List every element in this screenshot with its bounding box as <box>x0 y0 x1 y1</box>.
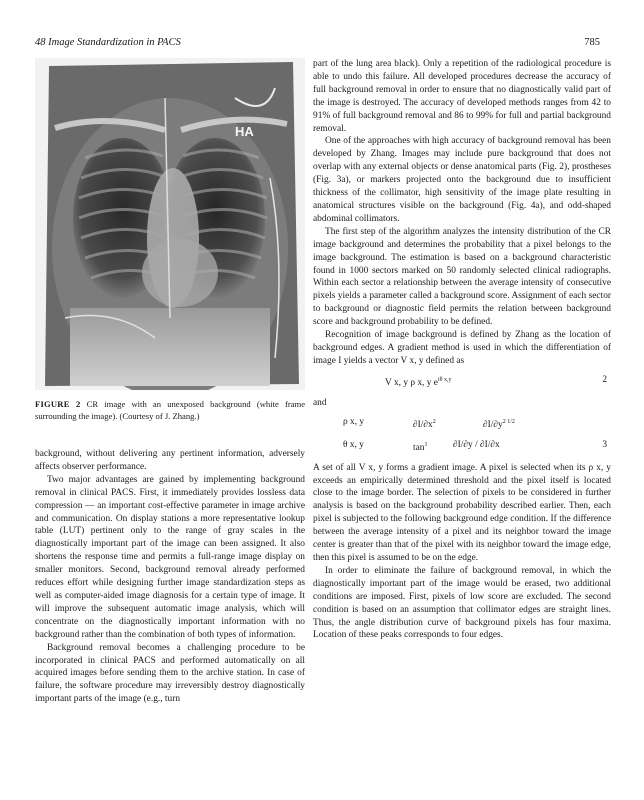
equation-2 <box>313 374 611 387</box>
equation-number: 3 <box>602 439 607 450</box>
running-header: 48 Image Standardization in PACS <box>35 37 181 48</box>
caption-label: FIGURE 2 <box>35 399 81 409</box>
caption-text: CR image with an unexposed background (white frame surrounding the image). (Courtesy of J. Zhang.) <box>35 399 306 421</box>
page-number: 785 <box>584 37 600 48</box>
chest-xray-image <box>35 58 305 390</box>
paragraph: Background removal becomes a challenging procedure to be incorporated in clinical PACS and performed automatically on all acquired images before sending them to the archive station. In case of failure, the software procedure may irreversibly destroy diagnostically important parts of the image (e.g., turn <box>35 642 305 705</box>
eq3a-term2: ∂I/∂y <box>483 419 503 430</box>
equation-number: 2 <box>602 374 607 385</box>
right-column-text <box>313 58 611 642</box>
paragraph: In order to eliminate the failure of background removal, in which the diagnostically important part of the image would be erased, two additional conditions are imposed. First, pixels of low score are excluded. The second condition is based on an assumption that collimator edges are straight lines. Thus, the angle distribution curve of background pixels has four maxima. Location of these peaks corresponds to four edges. <box>313 565 611 641</box>
eq3a-exp2: 2 1/2 <box>502 418 515 425</box>
eq3b-tail: ∂I/∂y / ∂I/∂x <box>453 439 500 450</box>
paragraph: A set of all V x, y forms a gradient image. A pixel is selected when its ρ x, y exceeds an empirically determined threshold and the pixel itself is located close to the image border. The selection of pixels to be considered in further analysis is based on the background probability described earlier. Then, each pixel is subjected to the following background edge condition. If the difference between the average intensity of a pixel and its neighbor toward the image center is greater than that of the pixel with its neighbor toward the image edge, then this pixel is assumed to be on the edge. <box>313 462 611 563</box>
equation-3b <box>313 439 611 452</box>
paragraph: Two major advantages are gained by implementing background removal in clinical PACS. First, it immediately provides lossless data compression — an important cost-effective parameter in image archive and communication. On display stations a more representative lookup table (LUT) pertinent only to the range of gray scales in the diagnostically important part of the image can been assigned. It also shortens the response time and permits a full-range image display on smaller monitors. Second, background removal already performed reduces effort while designing further image standardization steps as well as computer-aided image diagnosis for a certain type of image. It will improve the subsequent automatic image analysis, which will concentrate on the diagnostically important information with no background rather than the combination of both types of information. <box>35 474 305 640</box>
equation-3a <box>313 416 611 429</box>
figure-caption <box>35 399 305 422</box>
eq3b-exp: 1 <box>424 441 428 448</box>
paragraph: Recognition of image background is defined by Zhang as the location of background edges. A gradient method is used in which the differentiation of image I yields a vector V x, y defined as <box>313 330 611 366</box>
paragraph: background, without delivering any pertinent information, adversely affects observer performance. <box>35 449 305 472</box>
paragraph: part of the lung area black). Only a repetition of the radiological procedure is able to undo this failure. All developed procedures decrease the accuracy of full background removal in order to ensure that no diagnostically valid part of the image is destroyed. The accuracy of developed methods ranges from 42 to 91% of full background removal and 86 to 99% for full and partial background removal. <box>313 59 611 134</box>
eq3b-lhs: θ x, y <box>343 439 364 450</box>
eq2-exponent: iθ x,y <box>437 376 452 383</box>
eq3a-exp1: 2 <box>432 418 436 425</box>
left-column-text <box>35 448 305 706</box>
eq3a-lhs: ρ x, y <box>343 416 365 427</box>
eq3a-term1: ∂I/∂x <box>413 419 433 430</box>
image-marker: HA <box>235 124 254 139</box>
eq2-expression: V x, y ρ x, y e <box>385 377 438 388</box>
connector-text: and <box>313 397 327 408</box>
paragraph: The first step of the algorithm analyzes the intensity distribution of the CR image background and determines the probability that a pixel belongs to the image background. The estimation is based on a background characteristic found in 1000 sectors marked on 50 randomly selected clinical radiographs. Within each sector a relationship between the average intensity of consecutive pixels yields a parameter called a background score. Assignment of each sector to background or diagnostic field permits the relation between background score and background probability to be defined. <box>313 226 611 328</box>
eq3b-tan: tan <box>413 442 425 453</box>
paragraph: One of the approaches with high accuracy of background removal has been developed by Zhang. Images may include pure background that does not overlap with any external objects or dense anatomical parts (Fig. 2), prostheses (Fig. 3a), or markers projected onto the background due to insufficient thickness of the collimator, high sensitivity of the image plate resulting in anatomical structures visible on the background (Fig. 4a), and odd-shaped abdominal collimators. <box>313 136 611 224</box>
